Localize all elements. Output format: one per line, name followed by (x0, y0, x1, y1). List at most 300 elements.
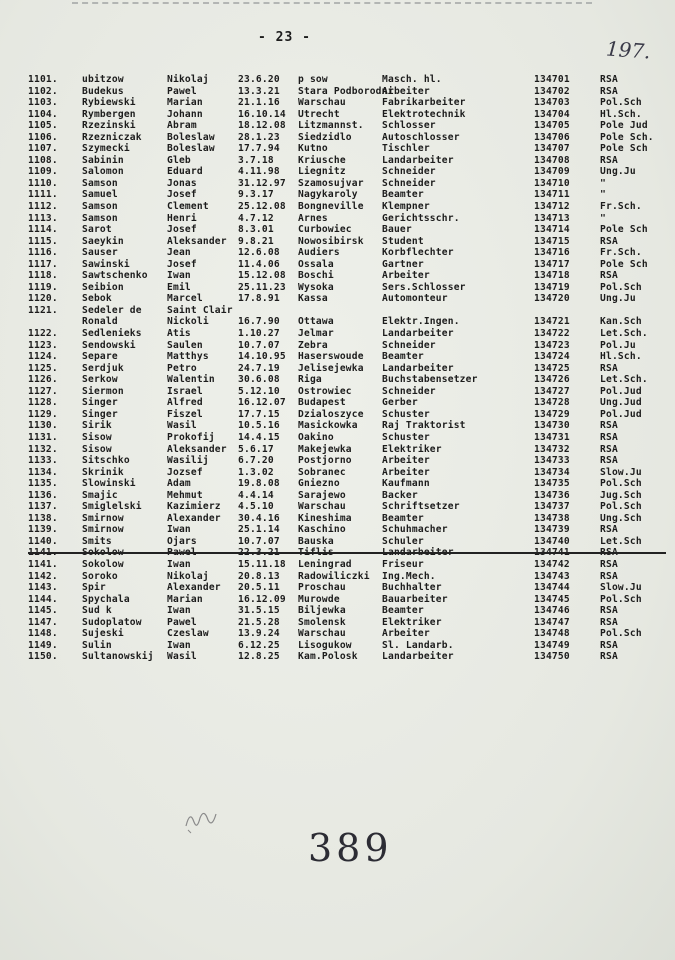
prisoner-number: 134742 (534, 558, 570, 570)
birth-date: 20.8.13 (238, 570, 280, 582)
occupation: Klempner (382, 201, 430, 213)
birth-place: Leningrad (298, 558, 352, 570)
birth-place: Smolensk (298, 616, 346, 628)
nationality-category: Let.Sch. (600, 374, 648, 386)
occupation: Landarbeiter (382, 651, 454, 663)
surname: Sisow (82, 431, 112, 443)
birth-date: 5.12.10 (238, 385, 280, 397)
prisoner-number: 134720 (534, 293, 570, 305)
table-row (28, 559, 668, 571)
table-row (28, 605, 668, 617)
surname: Saeykin (82, 235, 124, 247)
first-name: Iwan (167, 524, 191, 536)
surname: Rymbergen (82, 108, 136, 120)
occupation: Schneider (382, 166, 436, 178)
birth-date: 21.1.16 (238, 97, 280, 109)
nationality-category: RSA (600, 154, 618, 166)
first-name: Alexander (167, 512, 221, 524)
table-row (28, 420, 668, 432)
table-row (28, 166, 668, 178)
nationality-category: RSA (600, 639, 618, 651)
birth-date: 22.3.21 (238, 547, 280, 559)
birth-date: 18.12.08 (238, 120, 286, 132)
nationality-category: Slow.Ju (600, 466, 642, 478)
birth-date: 5.6.17 (238, 443, 274, 455)
handwritten-page-number: 389 (308, 826, 393, 870)
birth-date: 4.7.12 (238, 212, 274, 224)
first-name: Adam (167, 478, 191, 490)
birth-place: Audiers (298, 247, 340, 259)
entry-number: 1123. (28, 339, 58, 351)
occupation: Schuler (382, 535, 424, 547)
nationality-category: Ung.Sch (600, 512, 642, 524)
surname: Samuel (82, 189, 118, 201)
table-row (28, 132, 668, 144)
nationality-category: Pol.Ju (600, 339, 636, 351)
table-row (28, 178, 668, 190)
prisoner-list (28, 74, 668, 663)
entry-number: 1134. (28, 466, 58, 478)
entry-number: 1141. (28, 547, 58, 559)
birth-place: Riga (298, 374, 322, 386)
prisoner-number: 134718 (534, 270, 570, 282)
first-name: Pawel (167, 547, 197, 559)
prisoner-number: 134727 (534, 385, 570, 397)
first-name: Emil (167, 281, 191, 293)
first-name: Josef (167, 224, 197, 236)
prisoner-number: 134738 (534, 512, 570, 524)
first-name: Pawel (167, 616, 197, 628)
surname: Sud k (82, 605, 112, 617)
occupation: Buchstabensetzer (382, 374, 478, 386)
birth-date: 23.6.20 (238, 74, 280, 85)
nationality-category: Fr.Sch. (600, 201, 642, 213)
occupation: Sers.Schlosser (382, 281, 466, 293)
entry-number: 1113. (28, 212, 58, 224)
birth-date: 8.3.01 (238, 224, 274, 236)
occupation: Friseur (382, 558, 424, 570)
entry-number: 1141. (28, 558, 58, 570)
prisoner-number: 134726 (534, 374, 570, 386)
birth-place: Warschau (298, 628, 346, 640)
entry-number: 1107. (28, 143, 58, 155)
prisoner-number: 134736 (534, 489, 570, 501)
table-row (28, 109, 668, 121)
table-row (28, 201, 668, 213)
surname: Sebok (82, 293, 112, 305)
entry-number: 1126. (28, 374, 58, 386)
prisoner-number: 134703 (534, 97, 570, 109)
surname: Slowinski (82, 478, 136, 490)
birth-date: 13.9.24 (238, 628, 280, 640)
occupation: Korbflechter (382, 247, 454, 259)
birth-date: 12.8.25 (238, 651, 280, 663)
prisoner-number: 134745 (534, 593, 570, 605)
occupation: Buchhalter (382, 582, 442, 594)
page-number: - 23 - (258, 30, 311, 45)
surname: Skrinik (82, 466, 124, 478)
birth-place: Ottawa (298, 316, 334, 328)
nationality-category: RSA (600, 420, 618, 432)
birth-place: Jelmar (298, 328, 334, 340)
nationality-category: RSA (600, 270, 618, 282)
prisoner-number: 134721 (534, 316, 570, 328)
birth-place: Makejewka (298, 443, 352, 455)
surname: Serdjuk (82, 362, 124, 374)
surname: Sultanowskij (82, 651, 154, 663)
table-row (28, 374, 668, 386)
birth-place: Jelisejewka (298, 362, 364, 374)
nationality-category: RSA (600, 455, 618, 467)
nationality-category: Pole Sch. (600, 131, 654, 143)
first-name: Johann (167, 108, 203, 120)
surname: Ronald (82, 316, 118, 328)
entry-number: 1118. (28, 270, 58, 282)
surname: Rzezniczak (82, 131, 142, 143)
birth-place: Bongneville (298, 201, 364, 213)
prisoner-number: 134702 (534, 85, 570, 97)
entry-number: 1112. (28, 201, 58, 213)
top-edge-mark (72, 2, 592, 7)
first-name: Boleslaw (167, 143, 215, 155)
entry-number: 1103. (28, 97, 58, 109)
prisoner-number: 134729 (534, 408, 570, 420)
birth-place: Kaschino (298, 524, 346, 536)
birth-date: 20.5.11 (238, 582, 280, 594)
table-row (28, 259, 668, 271)
birth-date: 17.7.15 (238, 408, 280, 420)
table-row (28, 490, 668, 502)
birth-place: Curbowiec (298, 224, 352, 236)
surname: Sawinski (82, 258, 130, 270)
prisoner-number: 134741 (534, 547, 570, 559)
birth-date: 9.3.17 (238, 189, 274, 201)
birth-date: 13.3.21 (238, 85, 280, 97)
prisoner-number: 134713 (534, 212, 570, 224)
entry-number: 1114. (28, 224, 58, 236)
occupation: Ing.Mech. (382, 570, 436, 582)
birth-place: Liegnitz (298, 166, 346, 178)
occupation: Schuster (382, 431, 430, 443)
entry-number: 1108. (28, 154, 58, 166)
birth-date: 4.11.98 (238, 166, 280, 178)
birth-place: Sarajewo (298, 489, 346, 501)
table-row (28, 316, 668, 328)
surname: Spir (82, 582, 106, 594)
prisoner-number: 134717 (534, 258, 570, 270)
table-row (28, 247, 668, 259)
birth-date: 10.5.16 (238, 420, 280, 432)
table-row (28, 432, 668, 444)
occupation: Schneider (382, 177, 436, 189)
birth-place: Sobranec (298, 466, 346, 478)
nationality-category: RSA (600, 570, 618, 582)
entry-number: 1147. (28, 616, 58, 628)
surname: Sendowski (82, 339, 136, 351)
birth-date: 10.7.07 (238, 339, 280, 351)
entry-number: 1121. (28, 304, 58, 316)
surname: Sedeler de (82, 304, 142, 316)
table-row (28, 409, 668, 421)
nationality-category: Hl.Sch. (600, 351, 642, 363)
table-row (28, 97, 668, 109)
surname: Sokolow (82, 558, 124, 570)
occupation: Kaufmann (382, 478, 430, 490)
birth-date: 14.10.95 (238, 351, 286, 363)
table-row (28, 155, 668, 167)
first-name: Boleslaw (167, 131, 215, 143)
entry-number: 1122. (28, 328, 58, 340)
table-row (28, 363, 668, 375)
table-row (28, 386, 668, 398)
birth-place: Proschau (298, 582, 346, 594)
birth-date: 9.8.21 (238, 235, 274, 247)
table-row (28, 478, 668, 490)
first-name: Nikolaj (167, 570, 209, 582)
occupation: Schlosser (382, 120, 436, 132)
entry-number: 1109. (28, 166, 58, 178)
first-name: Prokofij (167, 431, 215, 443)
birth-date: 12.6.08 (238, 247, 280, 259)
first-name: Iwan (167, 270, 191, 282)
occupation: Arbeiter (382, 85, 430, 97)
prisoner-number: 134724 (534, 351, 570, 363)
first-name: Fiszel (167, 408, 203, 420)
first-name: Matthys (167, 351, 209, 363)
nationality-category: RSA (600, 85, 618, 97)
occupation: Backer (382, 489, 418, 501)
occupation: Beamter (382, 189, 424, 201)
first-name: Abram (167, 120, 197, 132)
birth-date: 4.4.14 (238, 489, 274, 501)
prisoner-number: 134737 (534, 501, 570, 513)
table-row (28, 594, 668, 606)
surname: Sujeski (82, 628, 124, 640)
birth-place: Kineshima (298, 512, 352, 524)
prisoner-number: 134709 (534, 166, 570, 178)
birth-date: 31.12.97 (238, 177, 286, 189)
entry-number: 1117. (28, 258, 58, 270)
entry-number: 1133. (28, 455, 58, 467)
occupation: Elektr.Ingen. (382, 316, 460, 328)
occupation: Beamter (382, 512, 424, 524)
prisoner-number: 134722 (534, 328, 570, 340)
birth-place: Kam.Polosk (298, 651, 358, 663)
nationality-category: Pole Sch (600, 258, 648, 270)
entry-number: 1120. (28, 293, 58, 305)
birth-place: Haserswoude (298, 351, 364, 363)
prisoner-number: 134739 (534, 524, 570, 536)
birth-date: 21.5.28 (238, 616, 280, 628)
surname: Separe (82, 351, 118, 363)
birth-date: 25.1.14 (238, 524, 280, 536)
struck-table-row (28, 547, 668, 559)
surname: Singer (82, 408, 118, 420)
prisoner-number: 134747 (534, 616, 570, 628)
occupation: Arbeiter (382, 455, 430, 467)
prisoner-number: 134708 (534, 154, 570, 166)
entry-number: 1101. (28, 74, 58, 85)
entry-number: 1131. (28, 431, 58, 443)
surname: Sirik (82, 420, 112, 432)
birth-date: 6.12.25 (238, 639, 280, 651)
entry-number: 1145. (28, 605, 58, 617)
first-name: Wasil (167, 420, 197, 432)
nationality-category: RSA (600, 558, 618, 570)
occupation: Arbeiter (382, 628, 430, 640)
nationality-category: Hl.Sch. (600, 108, 642, 120)
surname: ubitzow (82, 74, 124, 85)
first-name: Clement (167, 201, 209, 213)
first-name: Alfred (167, 397, 203, 409)
nationality-category: Ung.Ju (600, 293, 636, 305)
first-name: Czeslaw (167, 628, 209, 640)
entry-number: 1125. (28, 362, 58, 374)
first-name: Josef (167, 189, 197, 201)
entry-number: 1106. (28, 131, 58, 143)
birth-place: Szamosujvar (298, 177, 364, 189)
entry-number: 1110. (28, 177, 58, 189)
surname: Sarot (82, 224, 112, 236)
prisoner-number: 134740 (534, 535, 570, 547)
first-name: Nickoli (167, 316, 209, 328)
occupation: Elektrotechnik (382, 108, 466, 120)
surname: Smiglelski (82, 501, 142, 513)
birth-place: Wysoka (298, 281, 334, 293)
birth-place: Radowiliczki (298, 570, 370, 582)
nationality-category: RSA (600, 235, 618, 247)
occupation: Schuhmacher (382, 524, 448, 536)
table-row (28, 582, 668, 594)
nationality-category: RSA (600, 443, 618, 455)
table-row (28, 328, 668, 340)
birth-date: 30.4.16 (238, 512, 280, 524)
nationality-category: " (600, 212, 606, 224)
prisoner-number: 134707 (534, 143, 570, 155)
table-row (28, 74, 668, 86)
birth-place: Kutno (298, 143, 328, 155)
prisoner-number: 134704 (534, 108, 570, 120)
prisoner-number: 134711 (534, 189, 570, 201)
entry-number: 1130. (28, 420, 58, 432)
surname: Sawtschenko (82, 270, 148, 282)
entry-number: 1102. (28, 85, 58, 97)
table-row (28, 651, 668, 663)
birth-date: 3.7.18 (238, 154, 274, 166)
nationality-category: Ung.Ju (600, 166, 636, 178)
birth-date: 19.8.08 (238, 478, 280, 490)
birth-place: Bauska (298, 535, 334, 547)
nationality-category: Pol.Jud (600, 385, 642, 397)
surname: Sulin (82, 639, 112, 651)
table-row (28, 467, 668, 479)
birth-date: 17.7.94 (238, 143, 280, 155)
surname: Sisow (82, 443, 112, 455)
occupation: Landarbeiter (382, 328, 454, 340)
occupation: Elektriker (382, 443, 442, 455)
entry-number: 1116. (28, 247, 58, 259)
surname: Smajic (82, 489, 118, 501)
entry-number: 1129. (28, 408, 58, 420)
table-row (28, 628, 668, 640)
surname: Serkow (82, 374, 118, 386)
prisoner-number: 134746 (534, 605, 570, 617)
entry-number: 1135. (28, 478, 58, 490)
birth-place: Postjorno (298, 455, 352, 467)
occupation: Fabrikarbeiter (382, 97, 466, 109)
birth-date: 6.7.20 (238, 455, 274, 467)
table-row (28, 282, 668, 294)
first-name: Jean (167, 247, 191, 259)
table-row (28, 224, 668, 236)
occupation: Landarbeiter (382, 154, 454, 166)
nationality-category: Pol.Sch (600, 478, 642, 490)
nationality-category: RSA (600, 431, 618, 443)
first-name: Marian (167, 593, 203, 605)
entry-number: 1142. (28, 570, 58, 582)
birth-place: Stara Podborodni (298, 85, 394, 97)
entry-number: 1138. (28, 512, 58, 524)
table-row (28, 120, 668, 132)
nationality-category: RSA (600, 651, 618, 663)
birth-date: 16.10.14 (238, 108, 286, 120)
table-row (28, 189, 668, 201)
nationality-category: Let.Sch (600, 535, 642, 547)
first-name: Ojars (167, 535, 197, 547)
birth-date: 25.11.23 (238, 281, 286, 293)
birth-place: p sow (298, 74, 328, 85)
prisoner-number: 134701 (534, 74, 570, 85)
entry-number: 1140. (28, 535, 58, 547)
occupation: Masch. hl. (382, 74, 442, 85)
table-row (28, 571, 668, 583)
birth-date: 4.5.10 (238, 501, 274, 513)
table-row (28, 640, 668, 652)
nationality-category: RSA (600, 616, 618, 628)
entry-number: 1148. (28, 628, 58, 640)
first-name: Saulen (167, 339, 203, 351)
birth-place: Kriusche (298, 154, 346, 166)
first-name: Eduard (167, 166, 203, 178)
first-name: Jonas (167, 177, 197, 189)
birth-place: Zebra (298, 339, 328, 351)
table-row (28, 444, 668, 456)
surname: Seibion (82, 281, 124, 293)
occupation: Elektriker (382, 616, 442, 628)
nationality-category: RSA (600, 547, 618, 559)
prisoner-number: 134705 (534, 120, 570, 132)
birth-date: 10.7.07 (238, 535, 280, 547)
first-name: Marcel (167, 293, 203, 305)
surname: Soroko (82, 570, 118, 582)
occupation: Tischler (382, 143, 430, 155)
entry-number: 1115. (28, 235, 58, 247)
prisoner-number: 134748 (534, 628, 570, 640)
first-name: Jozsef (167, 466, 203, 478)
birth-place: Masickowka (298, 420, 358, 432)
first-name: Iwan (167, 605, 191, 617)
first-name: Nikolaj (167, 74, 209, 85)
surname: Budekus (82, 85, 124, 97)
first-name: Wasilij (167, 455, 209, 467)
occupation: Gartner (382, 258, 424, 270)
birth-date: 15.11.18 (238, 558, 286, 570)
nationality-category: Pol.Sch (600, 97, 642, 109)
birth-date: 16.12.09 (238, 593, 286, 605)
table-row (28, 455, 668, 467)
surname: Sedlenieks (82, 328, 142, 340)
occupation: Bauarbeiter (382, 593, 448, 605)
